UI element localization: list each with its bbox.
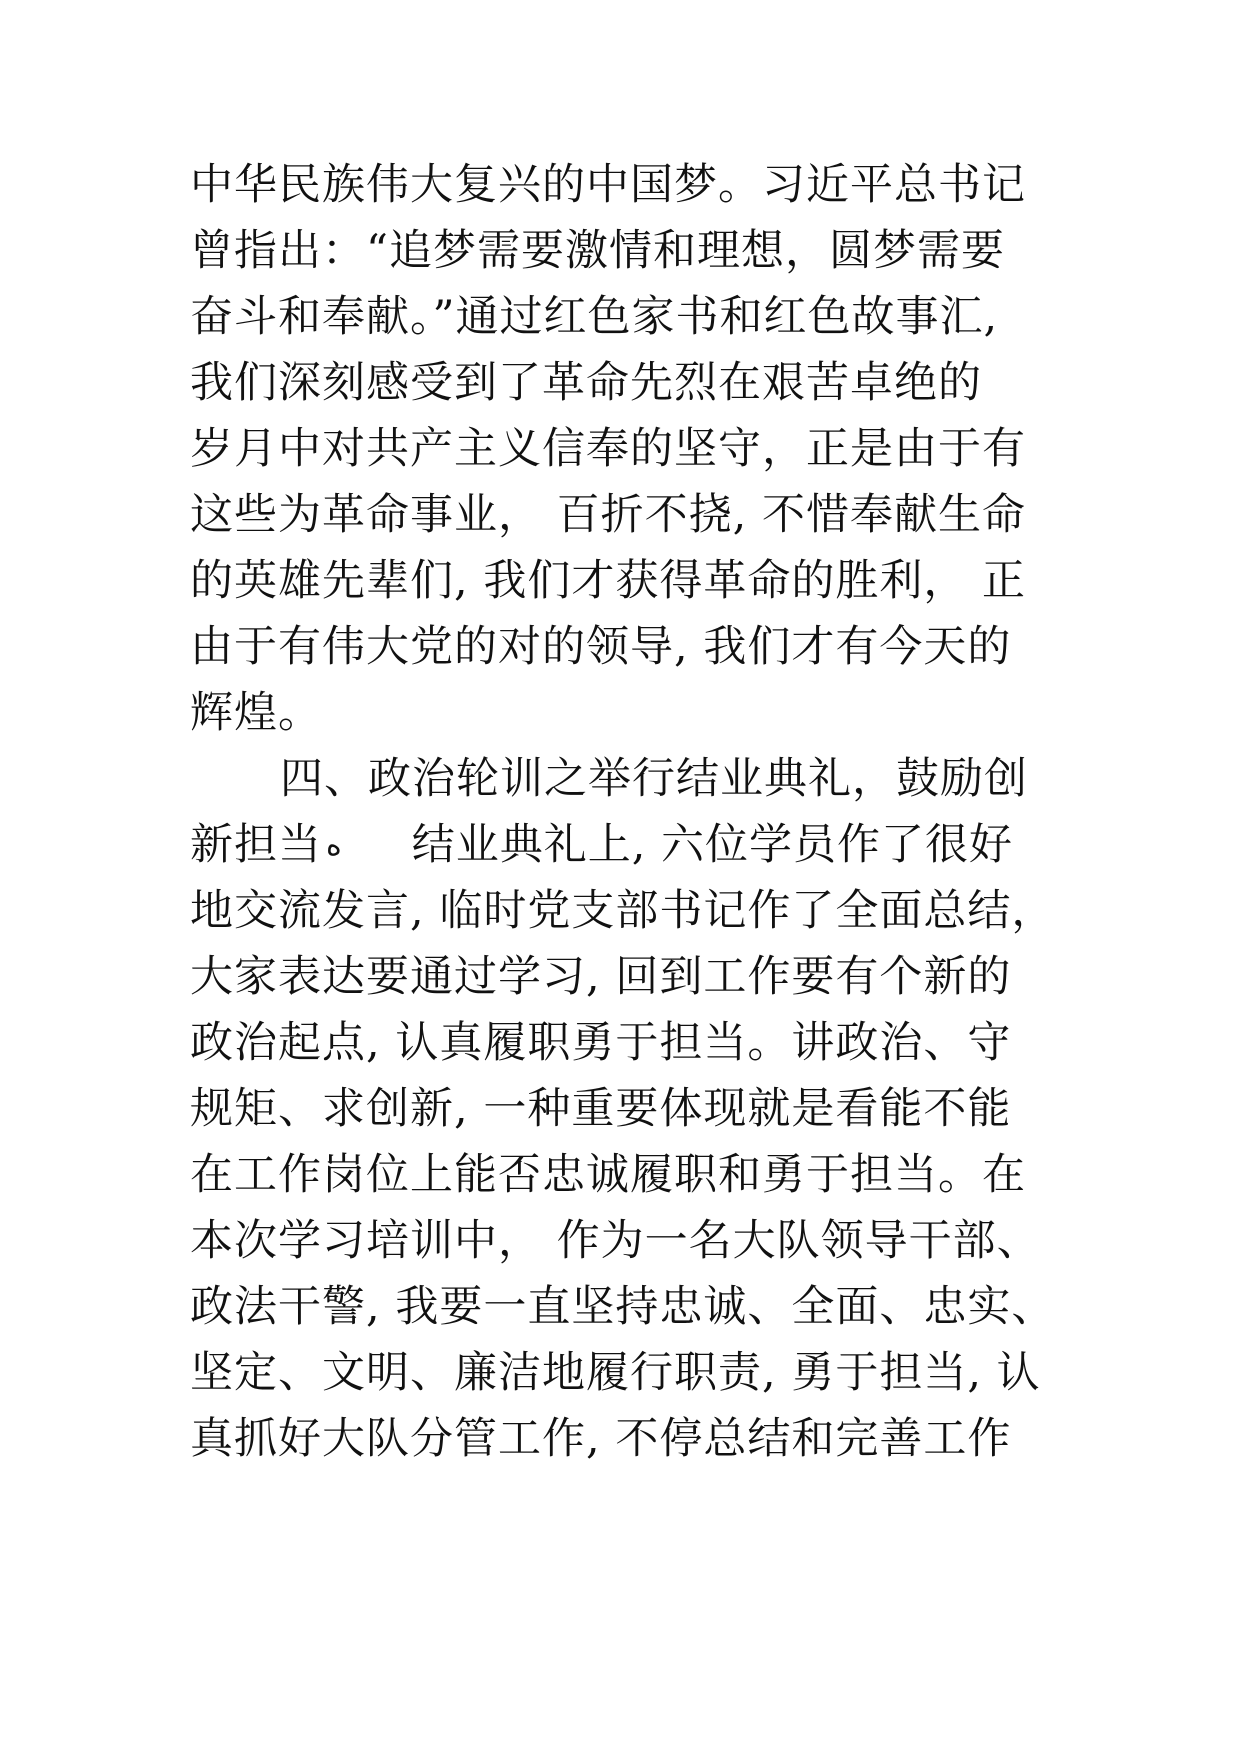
- text-line: 我们深刻感受到了革命先烈在艰苦卓绝的: [190, 358, 982, 408]
- text-line: 在工作岗位上能否忠诚履职和勇于担当。在: [190, 1150, 1026, 1200]
- text-line: 由于有伟大党的对的领导, 我们才有今天的: [190, 622, 1012, 672]
- text-line: 规矩、求创新, 一种重要体现就是看能不能: [190, 1084, 1012, 1134]
- text-line: 本次学习培训中， 作为一名大队领导干部、: [190, 1216, 1041, 1266]
- text-line: 大家表达要通过学习, 回到工作要有个新的: [190, 952, 1012, 1002]
- text-line: 中华民族伟大复兴的中国梦。习近平总书记: [190, 160, 1026, 210]
- text-line: 真抓好大队分管工作, 不停总结和完善工作: [190, 1414, 1012, 1464]
- text-line: 奋斗和奉献。”通过红色家书和红色故事汇,: [190, 292, 999, 342]
- text-line: 的英雄先辈们, 我们才获得革命的胜利， 正: [190, 556, 1027, 606]
- paragraph-start: 结业典礼上, 六位学员作了很好: [411, 820, 1014, 870]
- stray-glyph: ه: [326, 828, 342, 863]
- text-line: 岁月中对共产主义信奉的坚守，正是由于有: [190, 424, 1026, 474]
- text-line: 这些为革命事业， 百折不挠, 不惜奉献生命: [190, 490, 1027, 540]
- section-heading: 四、政治轮训之举行结业典礼，鼓励创: [280, 754, 1028, 804]
- text-line: 政法干警, 我要一直坚持忠诚、全面、忠实、: [190, 1282, 1056, 1332]
- text-line-mixed: [190, 812, 1013, 878]
- text-line: 坚定、文明、廉洁地履行职责, 勇于担当, 认: [190, 1348, 1041, 1398]
- text-line: 辉煌。: [190, 688, 322, 738]
- text-line: 地交流发言, 临时党支部书记作了全面总结，: [190, 886, 1056, 936]
- heading-continuation: 新担当: [190, 820, 322, 870]
- text-line: 曾指出：“追梦需要激情和理想，圆梦需要: [190, 226, 1005, 276]
- text-line: 政治起点, 认真履职勇于担当。讲政治、守: [190, 1018, 1012, 1068]
